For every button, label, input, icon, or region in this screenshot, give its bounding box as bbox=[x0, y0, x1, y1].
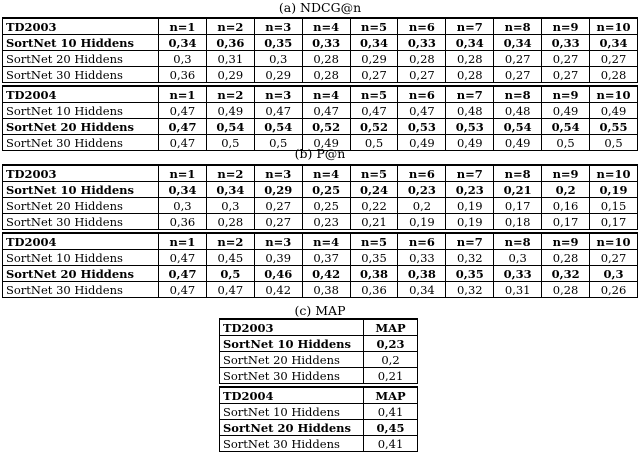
column-header: n=7 bbox=[446, 18, 494, 35]
header-row bbox=[3, 86, 638, 103]
column-header: n=2 bbox=[206, 18, 254, 35]
column-header: n=6 bbox=[398, 165, 446, 182]
metric-value: 0,19 bbox=[398, 214, 446, 230]
table-row bbox=[3, 103, 638, 119]
precision-table-wrap bbox=[2, 164, 638, 298]
metric-value: 0,55 bbox=[590, 119, 638, 135]
metric-value: 0,49 bbox=[302, 135, 350, 151]
metric-value: 0,27 bbox=[254, 214, 302, 230]
td2003-block bbox=[3, 165, 638, 230]
table-row bbox=[3, 266, 638, 282]
column-header: n=3 bbox=[254, 86, 302, 103]
metric-value: 0,39 bbox=[254, 250, 302, 266]
header-row bbox=[220, 319, 418, 336]
dataset-label: TD2003 bbox=[3, 18, 159, 35]
column-header: n=1 bbox=[159, 233, 207, 250]
column-header: n=2 bbox=[206, 165, 254, 182]
metric-value: 0,47 bbox=[206, 282, 254, 298]
table-row bbox=[3, 67, 638, 83]
metric-value: 0,47 bbox=[159, 103, 207, 119]
header-row bbox=[3, 18, 638, 35]
metric-value: 0,18 bbox=[494, 214, 542, 230]
caption-map: (c) MAP bbox=[294, 303, 346, 318]
metric-value: 0,37 bbox=[302, 250, 350, 266]
precision-table bbox=[2, 164, 638, 298]
metric-value: 0,41 bbox=[364, 404, 418, 420]
model-name: SortNet 20 Hiddens bbox=[3, 198, 159, 214]
table-row bbox=[3, 282, 638, 298]
metric-value: 0,28 bbox=[302, 67, 350, 83]
metric-value: 0,25 bbox=[302, 198, 350, 214]
metric-value: 0,23 bbox=[446, 182, 494, 198]
metric-value: 0,28 bbox=[590, 67, 638, 83]
metric-value: 0,33 bbox=[302, 35, 350, 51]
metric-value: 0,47 bbox=[350, 103, 398, 119]
table-row bbox=[220, 404, 418, 420]
metric-value: 0,52 bbox=[302, 119, 350, 135]
metric-value: 0,35 bbox=[446, 266, 494, 282]
metric-value: 0,3 bbox=[494, 250, 542, 266]
metric-value: 0,33 bbox=[494, 266, 542, 282]
dataset-label: TD2004 bbox=[3, 233, 159, 250]
column-header: n=8 bbox=[494, 18, 542, 35]
dataset-label: TD2004 bbox=[3, 86, 159, 103]
metric-value: 0,28 bbox=[398, 51, 446, 67]
table-row bbox=[3, 250, 638, 266]
metric-value: 0,29 bbox=[350, 51, 398, 67]
metric-value: 0,49 bbox=[398, 135, 446, 151]
table-row bbox=[3, 182, 638, 198]
metric-value: 0,54 bbox=[254, 119, 302, 135]
metric-value: 0,3 bbox=[254, 51, 302, 67]
metric-value: 0,35 bbox=[254, 35, 302, 51]
model-name: SortNet 30 Hiddens bbox=[3, 135, 159, 151]
metric-value: 0,21 bbox=[364, 368, 418, 384]
model-name: SortNet 10 Hiddens bbox=[3, 182, 159, 198]
model-name: SortNet 20 Hiddens bbox=[3, 119, 159, 135]
column-header: n=2 bbox=[206, 86, 254, 103]
caption-precision: (b) P@n bbox=[294, 146, 346, 161]
metric-value: 0,29 bbox=[254, 67, 302, 83]
dataset-label: TD2003 bbox=[220, 319, 364, 336]
td2003-block bbox=[3, 18, 638, 83]
table-row bbox=[3, 51, 638, 67]
column-header: n=6 bbox=[398, 18, 446, 35]
metric-value: 0,29 bbox=[254, 182, 302, 198]
metric-value: 0,28 bbox=[446, 67, 494, 83]
metric-value: 0,27 bbox=[542, 67, 590, 83]
table-row bbox=[220, 368, 418, 384]
metric-value: 0,5 bbox=[254, 135, 302, 151]
column-header: n=10 bbox=[590, 86, 638, 103]
table-row bbox=[3, 198, 638, 214]
column-header: MAP bbox=[364, 319, 418, 336]
metric-value: 0,49 bbox=[590, 103, 638, 119]
metric-value: 0,32 bbox=[542, 266, 590, 282]
metric-value: 0,38 bbox=[302, 282, 350, 298]
column-header: n=5 bbox=[350, 18, 398, 35]
metric-value: 0,47 bbox=[159, 250, 207, 266]
metric-value: 0,47 bbox=[254, 103, 302, 119]
caption-ndcg: (a) NDCG@n bbox=[278, 0, 362, 15]
table-row bbox=[220, 420, 418, 436]
metric-value: 0,5 bbox=[590, 135, 638, 151]
metric-value: 0,45 bbox=[206, 250, 254, 266]
metric-value: 0,49 bbox=[542, 103, 590, 119]
metric-value: 0,47 bbox=[159, 135, 207, 151]
metric-value: 0,3 bbox=[159, 198, 207, 214]
model-name: SortNet 30 Hiddens bbox=[3, 282, 159, 298]
td2004-block bbox=[3, 233, 638, 298]
metric-value: 0,16 bbox=[542, 198, 590, 214]
column-header: n=4 bbox=[302, 233, 350, 250]
metric-value: 0,21 bbox=[494, 182, 542, 198]
column-header: n=10 bbox=[590, 165, 638, 182]
column-header: n=10 bbox=[590, 18, 638, 35]
metric-value: 0,35 bbox=[350, 250, 398, 266]
metric-value: 0,53 bbox=[398, 119, 446, 135]
table-row bbox=[220, 436, 418, 452]
metric-value: 0,31 bbox=[206, 51, 254, 67]
column-header: n=5 bbox=[350, 165, 398, 182]
metric-value: 0,27 bbox=[494, 67, 542, 83]
metric-value: 0,48 bbox=[446, 103, 494, 119]
map-table-wrap bbox=[219, 318, 417, 452]
metric-value: 0,27 bbox=[590, 51, 638, 67]
metric-value: 0,34 bbox=[398, 282, 446, 298]
metric-value: 0,47 bbox=[159, 266, 207, 282]
metric-value: 0,53 bbox=[446, 119, 494, 135]
column-header: n=4 bbox=[302, 165, 350, 182]
metric-value: 0,52 bbox=[350, 119, 398, 135]
column-header: n=9 bbox=[542, 233, 590, 250]
dataset-label: TD2004 bbox=[220, 387, 364, 404]
metric-value: 0,27 bbox=[398, 67, 446, 83]
metric-value: 0,47 bbox=[398, 103, 446, 119]
dataset-label: TD2003 bbox=[3, 165, 159, 182]
metric-value: 0,19 bbox=[446, 198, 494, 214]
metric-value: 0,27 bbox=[254, 198, 302, 214]
model-name: SortNet 10 Hiddens bbox=[3, 250, 159, 266]
metric-value: 0,34 bbox=[159, 35, 207, 51]
column-header: n=8 bbox=[494, 233, 542, 250]
model-name: SortNet 10 Hiddens bbox=[220, 404, 364, 420]
metric-value: 0,36 bbox=[350, 282, 398, 298]
metric-value: 0,26 bbox=[590, 282, 638, 298]
metric-value: 0,33 bbox=[542, 35, 590, 51]
metric-value: 0,33 bbox=[398, 35, 446, 51]
metric-value: 0,28 bbox=[302, 51, 350, 67]
column-header: n=8 bbox=[494, 86, 542, 103]
model-name: SortNet 30 Hiddens bbox=[3, 67, 159, 83]
ndcg-table bbox=[2, 17, 638, 151]
column-header: n=4 bbox=[302, 86, 350, 103]
metric-value: 0,3 bbox=[206, 198, 254, 214]
column-header: n=9 bbox=[542, 86, 590, 103]
metric-value: 0,5 bbox=[206, 266, 254, 282]
metric-value: 0,19 bbox=[590, 182, 638, 198]
metric-value: 0,45 bbox=[364, 420, 418, 436]
table-row bbox=[220, 352, 418, 368]
column-header: MAP bbox=[364, 387, 418, 404]
model-name: SortNet 10 Hiddens bbox=[220, 336, 364, 352]
metric-value: 0,17 bbox=[494, 198, 542, 214]
metric-value: 0,47 bbox=[159, 282, 207, 298]
metric-value: 0,38 bbox=[350, 266, 398, 282]
header-row bbox=[3, 233, 638, 250]
metric-value: 0,3 bbox=[159, 51, 207, 67]
metric-value: 0,34 bbox=[590, 35, 638, 51]
metric-value: 0,27 bbox=[590, 250, 638, 266]
map-table bbox=[219, 318, 418, 452]
metric-value: 0,3 bbox=[590, 266, 638, 282]
metric-value: 0,31 bbox=[494, 282, 542, 298]
metric-value: 0,23 bbox=[302, 214, 350, 230]
metric-value: 0,27 bbox=[542, 51, 590, 67]
metric-value: 0,32 bbox=[446, 250, 494, 266]
metric-value: 0,41 bbox=[364, 436, 418, 452]
metric-value: 0,33 bbox=[398, 250, 446, 266]
metric-value: 0,38 bbox=[398, 266, 446, 282]
metric-value: 0,34 bbox=[446, 35, 494, 51]
metric-value: 0,24 bbox=[350, 182, 398, 198]
metric-value: 0,36 bbox=[206, 35, 254, 51]
column-header: n=9 bbox=[542, 165, 590, 182]
metric-value: 0,49 bbox=[206, 103, 254, 119]
header-row bbox=[3, 165, 638, 182]
metric-value: 0,28 bbox=[542, 282, 590, 298]
metric-value: 0,5 bbox=[542, 135, 590, 151]
metric-value: 0,19 bbox=[446, 214, 494, 230]
model-name: SortNet 10 Hiddens bbox=[3, 103, 159, 119]
table-row bbox=[3, 214, 638, 230]
metric-value: 0,2 bbox=[364, 352, 418, 368]
metric-value: 0,2 bbox=[398, 198, 446, 214]
table-row bbox=[220, 336, 418, 352]
column-header: n=5 bbox=[350, 86, 398, 103]
model-name: SortNet 30 Hiddens bbox=[220, 368, 364, 384]
metric-value: 0,42 bbox=[302, 266, 350, 282]
metric-value: 0,42 bbox=[254, 282, 302, 298]
metric-value: 0,5 bbox=[350, 135, 398, 151]
column-header: n=1 bbox=[159, 165, 207, 182]
metric-value: 0,54 bbox=[494, 119, 542, 135]
column-header: n=4 bbox=[302, 18, 350, 35]
column-header: n=3 bbox=[254, 18, 302, 35]
td2004-block bbox=[220, 387, 418, 452]
column-header: n=1 bbox=[159, 86, 207, 103]
ndcg-table-wrap bbox=[2, 17, 638, 151]
metric-value: 0,32 bbox=[446, 282, 494, 298]
column-header: n=7 bbox=[446, 165, 494, 182]
column-header: n=3 bbox=[254, 165, 302, 182]
column-header: n=8 bbox=[494, 165, 542, 182]
metric-value: 0,54 bbox=[206, 119, 254, 135]
td2003-block bbox=[220, 319, 418, 384]
metric-value: 0,23 bbox=[364, 336, 418, 352]
model-name: SortNet 30 Hiddens bbox=[3, 214, 159, 230]
column-header: n=1 bbox=[159, 18, 207, 35]
table-row bbox=[3, 119, 638, 135]
column-header: n=10 bbox=[590, 233, 638, 250]
metric-value: 0,28 bbox=[206, 214, 254, 230]
metric-value: 0,29 bbox=[206, 67, 254, 83]
model-name: SortNet 20 Hiddens bbox=[3, 51, 159, 67]
column-header: n=6 bbox=[398, 233, 446, 250]
column-header: n=7 bbox=[446, 86, 494, 103]
model-name: SortNet 20 Hiddens bbox=[220, 420, 364, 436]
metric-value: 0,28 bbox=[542, 250, 590, 266]
metric-value: 0,22 bbox=[350, 198, 398, 214]
model-name: SortNet 10 Hiddens bbox=[3, 35, 159, 51]
td2004-block bbox=[3, 86, 638, 151]
column-header: n=5 bbox=[350, 233, 398, 250]
metric-value: 0,27 bbox=[350, 67, 398, 83]
metric-value: 0,47 bbox=[302, 103, 350, 119]
column-header: n=7 bbox=[446, 233, 494, 250]
model-name: SortNet 20 Hiddens bbox=[3, 266, 159, 282]
metric-value: 0,23 bbox=[398, 182, 446, 198]
metric-value: 0,49 bbox=[446, 135, 494, 151]
model-name: SortNet 30 Hiddens bbox=[220, 436, 364, 452]
metric-value: 0,25 bbox=[302, 182, 350, 198]
column-header: n=3 bbox=[254, 233, 302, 250]
column-header: n=9 bbox=[542, 18, 590, 35]
column-header: n=2 bbox=[206, 233, 254, 250]
metric-value: 0,2 bbox=[542, 182, 590, 198]
metric-value: 0,21 bbox=[350, 214, 398, 230]
metric-value: 0,15 bbox=[590, 198, 638, 214]
metric-value: 0,49 bbox=[494, 135, 542, 151]
column-header: n=6 bbox=[398, 86, 446, 103]
metric-value: 0,36 bbox=[159, 67, 207, 83]
metric-value: 0,17 bbox=[590, 214, 638, 230]
metric-value: 0,27 bbox=[494, 51, 542, 67]
model-name: SortNet 20 Hiddens bbox=[220, 352, 364, 368]
metric-value: 0,46 bbox=[254, 266, 302, 282]
table-row bbox=[3, 35, 638, 51]
metric-value: 0,48 bbox=[494, 103, 542, 119]
metric-value: 0,17 bbox=[542, 214, 590, 230]
metric-value: 0,28 bbox=[446, 51, 494, 67]
metric-value: 0,36 bbox=[159, 214, 207, 230]
metric-value: 0,34 bbox=[350, 35, 398, 51]
metric-value: 0,34 bbox=[159, 182, 207, 198]
metric-value: 0,47 bbox=[159, 119, 207, 135]
metric-value: 0,5 bbox=[206, 135, 254, 151]
metric-value: 0,34 bbox=[206, 182, 254, 198]
header-row bbox=[220, 387, 418, 404]
metric-value: 0,34 bbox=[494, 35, 542, 51]
metric-value: 0,54 bbox=[542, 119, 590, 135]
